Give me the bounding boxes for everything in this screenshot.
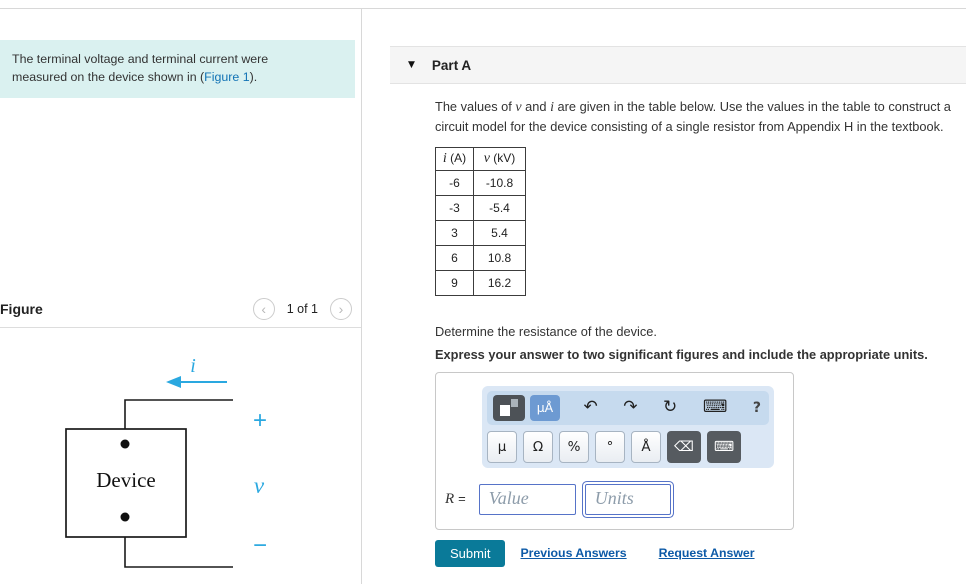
help-icon[interactable]: ? (752, 399, 761, 416)
figure-prev-button[interactable]: ‹ (253, 298, 275, 320)
var-v: v (515, 100, 522, 115)
backspace-icon[interactable]: ⌫ (667, 431, 701, 463)
table-cell: 3 (436, 220, 474, 245)
undo-icon[interactable]: ↶ (583, 397, 598, 417)
submit-button[interactable]: Submit (435, 540, 505, 567)
degree-button[interactable]: ° (595, 431, 625, 463)
figure-header (0, 296, 361, 322)
col-header-current (436, 147, 474, 170)
table-row (436, 195, 526, 220)
request-answer-link[interactable]: Request Answer (658, 546, 755, 560)
table-cell: -10.8 (474, 170, 526, 195)
instruction-text: Express your answer to two significant figures and include the appropriate units. (435, 346, 928, 362)
figure-next-button[interactable]: › (330, 298, 352, 320)
answer-row (445, 484, 793, 515)
collapse-icon[interactable]: ▼ (408, 60, 415, 70)
intro-text: are given in the table below. Use the values in the table to construct a (553, 99, 951, 114)
part-a-header[interactable] (390, 46, 966, 84)
toolbar-left-group (493, 395, 560, 421)
left-panel (0, 9, 361, 584)
intro-text-line2: circuit model for the device consisting of a single resistor from Appendix H in the textbook. (435, 118, 944, 134)
header-var-v: v (483, 150, 490, 166)
intro-text: The values of (435, 99, 516, 114)
table-cell: 6 (436, 245, 474, 270)
part-a-description (435, 98, 966, 136)
keyboard-shortcuts-icon[interactable]: ⌨ (702, 397, 728, 417)
header-unit-a: (A) (446, 150, 467, 165)
voltage-label: v (253, 472, 265, 498)
micro-button[interactable]: μ (487, 431, 517, 463)
answer-box (435, 372, 794, 530)
right-panel (362, 9, 966, 584)
col-header-voltage (474, 147, 526, 170)
table-cell: -5.4 (474, 195, 526, 220)
angstrom-button[interactable]: Å (631, 431, 661, 463)
table-row (436, 170, 526, 195)
equals-sign: = (458, 490, 466, 506)
data-table (435, 147, 526, 296)
equation-toolbar (482, 386, 774, 468)
minus-sign: − (252, 531, 268, 559)
table-cell: 10.8 (474, 245, 526, 270)
header-var-i: i (442, 150, 447, 166)
answer-variable (445, 491, 466, 508)
previous-answers-link[interactable]: Previous Answers (520, 546, 627, 560)
percent-button[interactable]: % (559, 431, 589, 463)
problem-text-line1: The terminal voltage and terminal current were (12, 52, 269, 66)
plus-sign: + (252, 406, 268, 434)
table-cell: 9 (436, 270, 474, 295)
units-input[interactable] (585, 484, 671, 515)
reset-icon[interactable]: ↻ (663, 397, 678, 417)
toolbar-row-2 (487, 431, 769, 463)
header-unit-kv: (kV) (489, 150, 516, 165)
value-input[interactable] (479, 484, 576, 515)
table-cell: 16.2 (474, 270, 526, 295)
bottom-terminal-dot (121, 512, 130, 521)
question-text: Determine the resistance of the device. (435, 323, 657, 339)
template-button[interactable] (493, 395, 525, 421)
figure-section-title: Figure (0, 300, 43, 317)
part-a-content (435, 98, 966, 567)
intro-text: and (521, 99, 551, 114)
var-i: i (550, 100, 554, 115)
keyboard-toggle-icon[interactable]: ⌨ (707, 431, 741, 463)
problem-text-line2: measured on the device shown in ( (12, 69, 205, 84)
top-terminal-dot (121, 439, 130, 448)
table-row (436, 270, 526, 295)
figure-pager (253, 298, 352, 320)
submit-row (435, 540, 966, 567)
current-label: i (190, 354, 196, 377)
table-row (436, 245, 526, 270)
table-cell: -3 (436, 195, 474, 220)
table-row (436, 220, 526, 245)
redo-icon[interactable]: ↷ (623, 397, 638, 417)
ohm-button[interactable]: Ω (523, 431, 553, 463)
var-R: R (445, 490, 455, 507)
current-arrow-head (166, 376, 181, 388)
figure-1-link[interactable]: Figure 1 (204, 69, 250, 84)
units-button[interactable]: μÅ (530, 395, 560, 421)
figure-counter: 1 of 1 (286, 301, 318, 316)
template-icon-small (511, 399, 518, 407)
circuit-figure (0, 328, 361, 586)
toolbar-row-1 (487, 391, 769, 425)
template-icon (500, 405, 510, 416)
problem-text-close: ). (249, 69, 258, 84)
device-label: Device (96, 467, 156, 492)
table-cell: 5.4 (474, 220, 526, 245)
table-header-row (436, 147, 526, 170)
part-a-title: Part A (431, 57, 472, 73)
problem-statement (0, 40, 355, 98)
table-cell: -6 (436, 170, 474, 195)
